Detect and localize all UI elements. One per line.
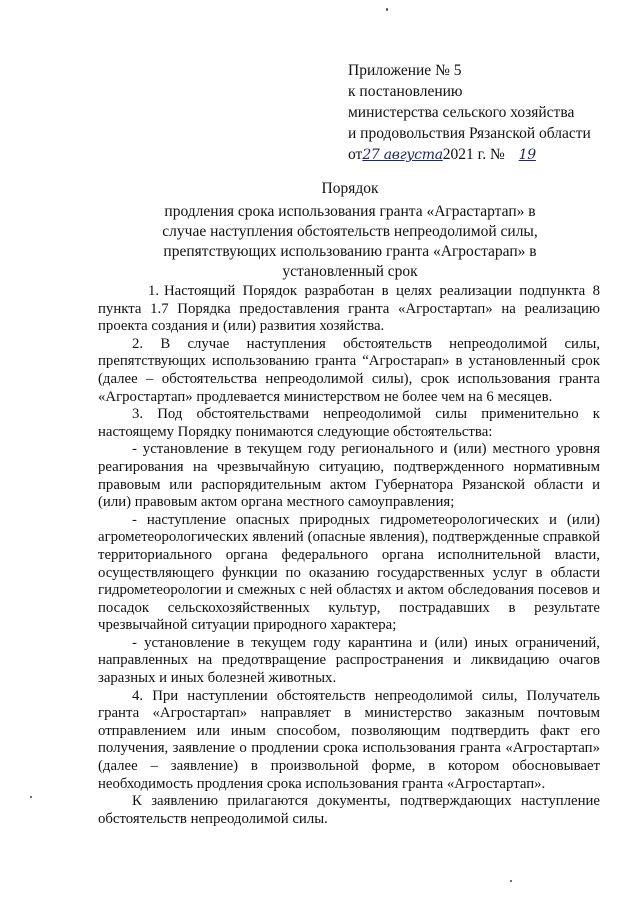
paragraph-5: - наступление опасных природных гидрометеорологических и (или) агрометеорологических явлений (опасные явления), подтвержденные справкой территориального органа федерального органа исполнительной власти, осуществляющего функции по оказанию государственных услуг в области гидрометеорологии и смежных с ней областях и актом обследования посевов и посадок сельскохозяйственных культур, пострадавших в результате чрезвычайной ситуации природного характера; [98, 511, 600, 634]
paragraph-4: - установление в текущем году регионального и (или) местного уровня реагирования на чрезвычайную ситуацию, подтвержденного нормативным правовым или распорядительным актом Губернатора Рязанской области и (или) правовым актом органа местного самоуправления; [98, 441, 600, 511]
appendix-header [348, 60, 608, 166]
scan-speck [30, 796, 32, 798]
title-line-2: случае наступления обстоятельств непреодолимой силы, [162, 223, 538, 240]
paragraph-1 [98, 283, 600, 336]
scan-speck [510, 880, 512, 882]
document-title [150, 179, 550, 282]
paragraph-6: - установление в текущем году карантина и (или) иных ограничений, направленных на предотвращение распространения и ликвидацию очагов заразных и иных болезней животных. [98, 634, 600, 687]
paragraph-7: 4. При наступлении обстоятельств непреодолимой силы, Получатель гранта «Агростартап» направляет в министерство заказным почтовым отправлением или иным способом, позволяющим подтвердить факт его получения, заявление о продлении срока использования гранта «Агростартап» (далее – заявление) в произвольной форме, в котором обосновывает необходимость продления срока использования гранта «Агростартап». [98, 687, 600, 792]
title-line-3: препятствующих использованию гранта «Агростарап» в [163, 243, 537, 260]
paragraph-1-number: 1. [148, 283, 160, 299]
appendix-line-3: министерства сельского хозяйства [348, 104, 575, 121]
paragraph-2: 2. В случае наступления обстоятельств непреодолимой силы, препятствующих использованию гранта “Агростарап» в установленный срок (далее – обстоятельства непреодолимой силы), срок использования гранта «Агростартап» продлевается министерством не более чем на 6 месяцев. [98, 335, 600, 405]
title-line-1: продления срока использования гранта «Аграстартап» в [164, 203, 536, 220]
paragraph-8: К заявлению прилагаются документы, подтверждающих наступление обстоятельств непреодолимой силы. [98, 793, 600, 827]
appendix-line-4: и продовольствия Рязанской области [348, 125, 591, 142]
paragraph-3: 3. Под обстоятельствами непреодолимой силы применительно к настоящему Порядку понимаются следующие обстоятельства: [98, 406, 600, 440]
title-heading: Порядок [321, 180, 379, 197]
appendix-line-2: к постановлению [348, 83, 463, 100]
appendix-date-line [348, 144, 608, 166]
handwritten-number: 19 [518, 147, 536, 163]
date-prefix: от [348, 146, 363, 163]
date-suffix: 2021 г. № [442, 146, 505, 163]
document-body [98, 283, 600, 828]
handwritten-date: 27 августа [362, 147, 443, 163]
appendix-line-1: Приложение № 5 [348, 62, 462, 79]
paragraph-1-text: Настоящий Порядок разработан в целях реализации подпункта 8 пункта 1.7 Порядка предоставления гранта «Агростартап» на реализацию проекта создания и (или) развития хозяйства. [98, 283, 600, 335]
scan-speck [386, 8, 388, 11]
title-line-4: установленный срок [282, 263, 418, 280]
